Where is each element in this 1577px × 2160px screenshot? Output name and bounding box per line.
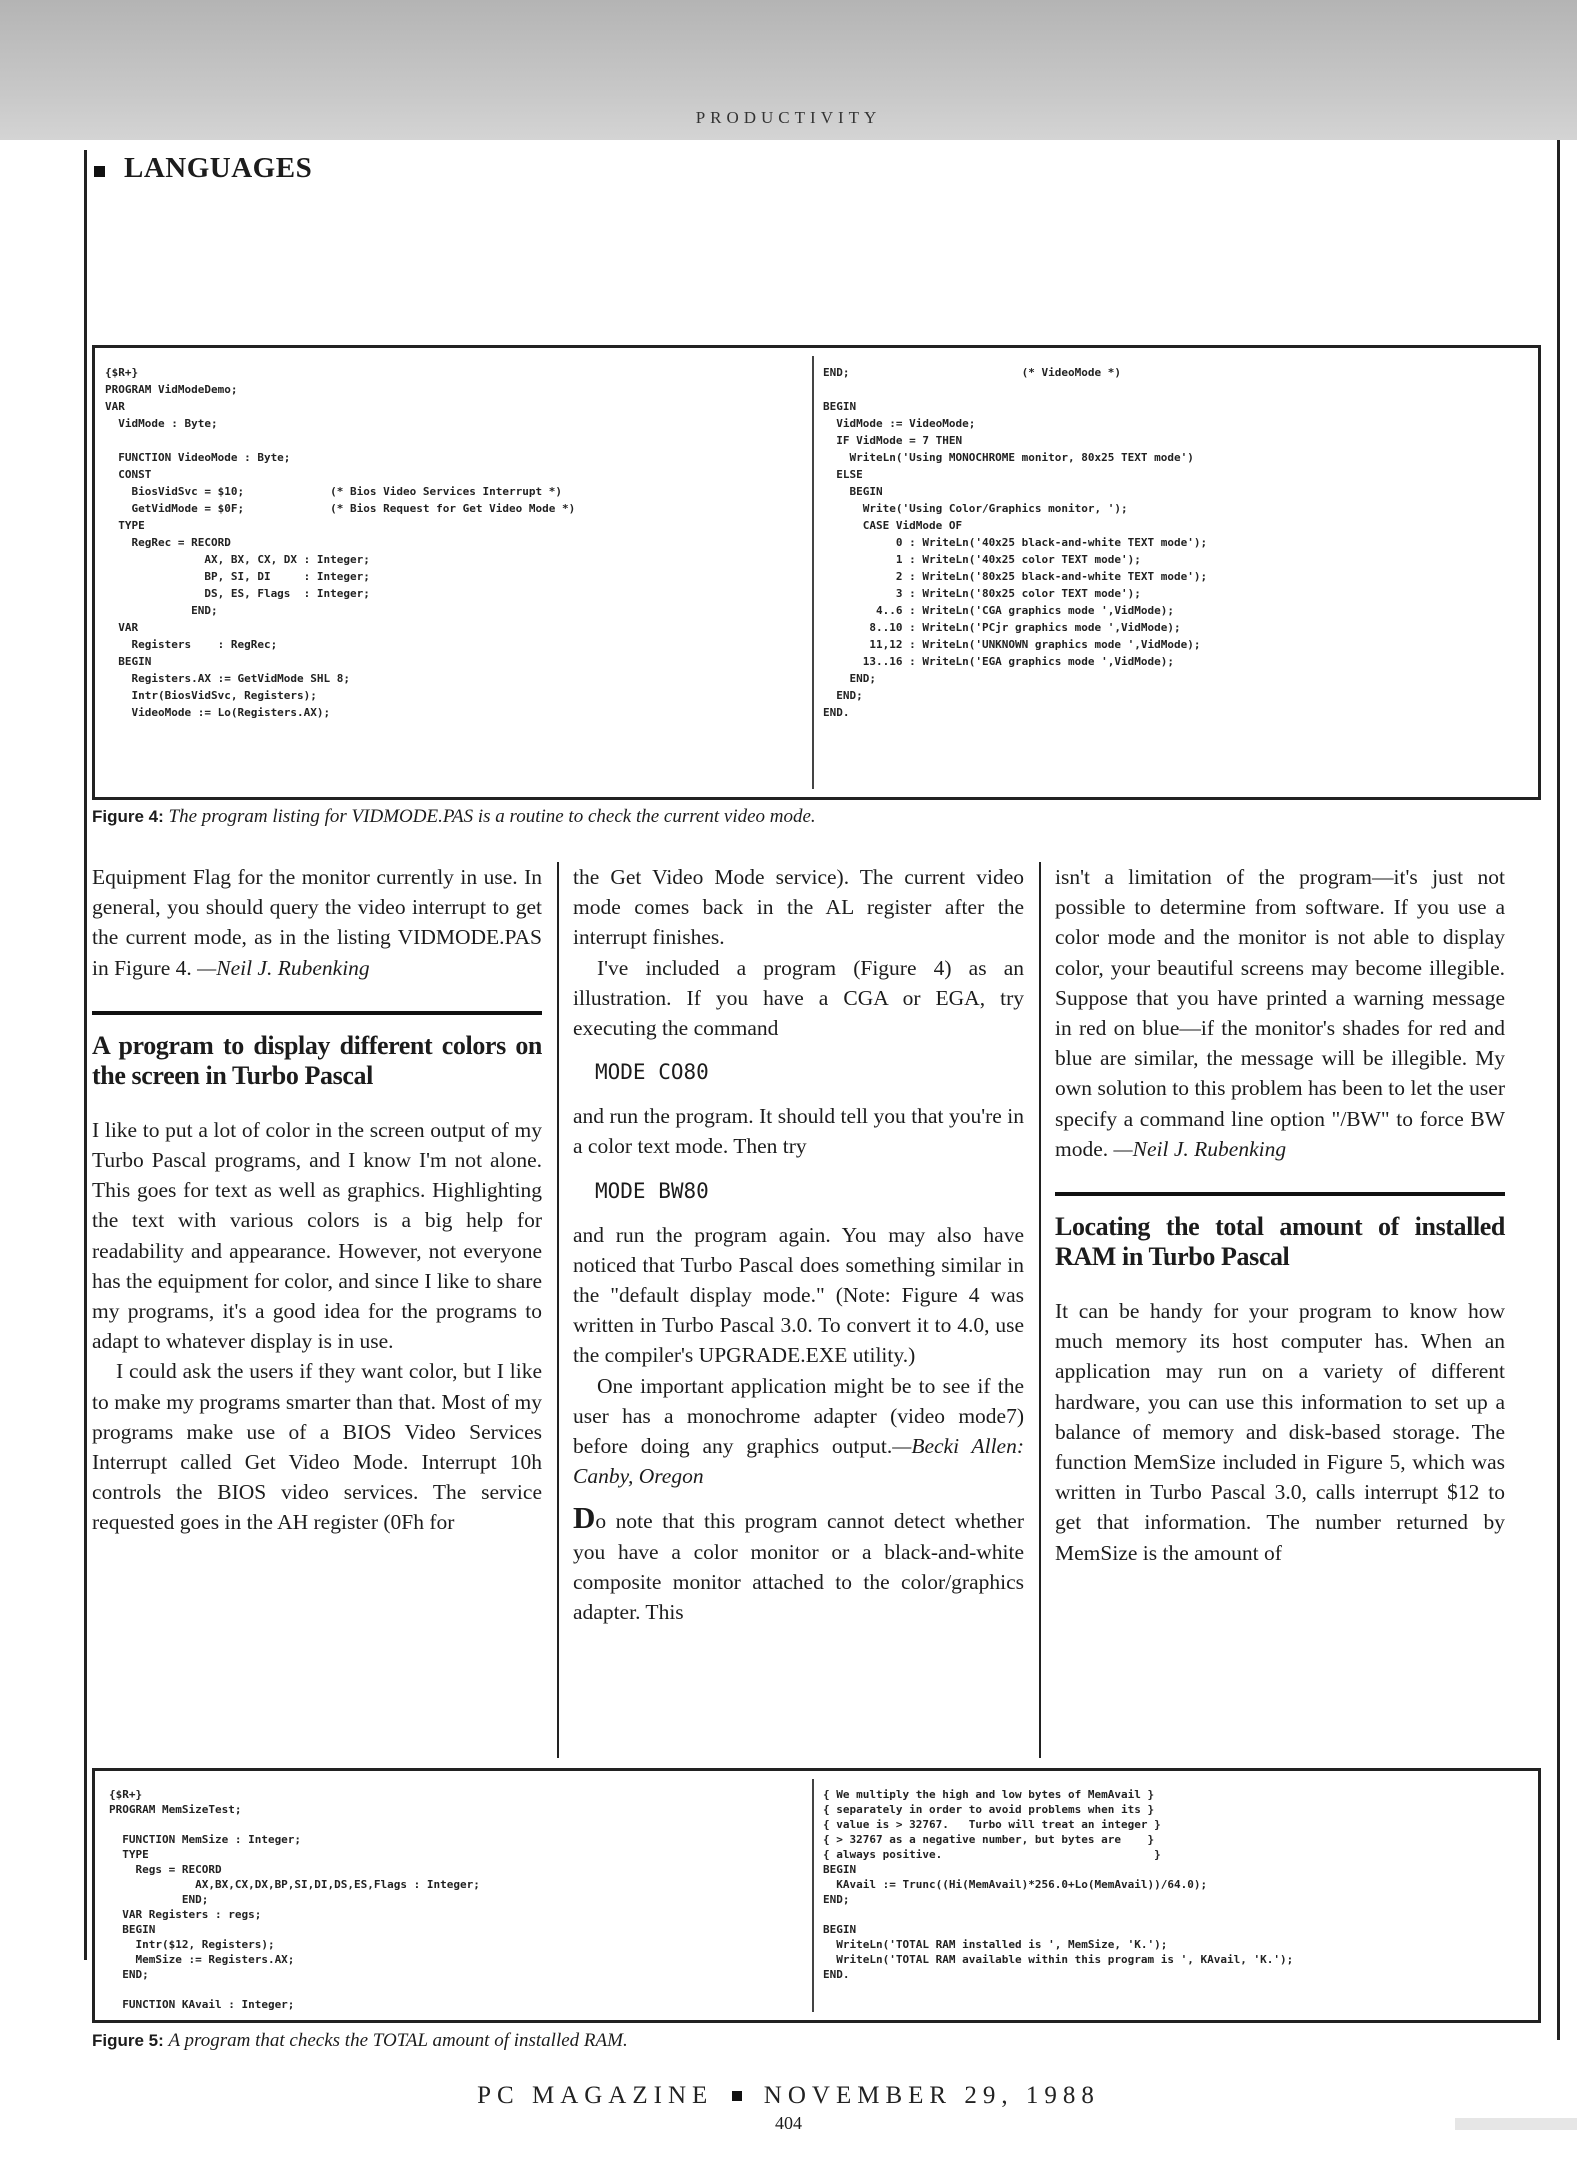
col1-intro-author: —Neil J. Rubenking xyxy=(197,955,370,980)
col2-paragraph-2: I've included a program (Figure 4) as an illustration. If you have a CGA or EGA, try executing the command xyxy=(573,955,1024,1041)
col2-paragraph-3: and run the program. It should tell you that you're in a color text mode. Then try xyxy=(573,1104,1024,1159)
figure-4-listing xyxy=(92,345,1541,800)
heading-1: A program to display different colors on the screen in Turbo Pascal xyxy=(92,1030,542,1090)
figure-5-caption xyxy=(92,2030,628,2052)
figure-5-code-left: {$R+} PROGRAM MemSizeTest; FUNCTION MemSize : Integer; TYPE Regs = RECORD AX,BX,CX,DX,BP,SI,DI,DS,ES,Flags : Integer; END; VAR Registers : regs; BEGIN Intr($12, Registers); MemSize := Registers.AX; END; FUNCTION KAvail : Integer; xyxy=(109,1788,480,2011)
col3-paragraph-2: It can be handy for your program to know how much memory its host computer has. When an application may run on a variety of different hardware, you can use this information to set up a balance of memory and disk-based storage. The function MemSize included in Figure 5, which was written in Turbo Pascal 3.0, calls interrupt $12 to get that information. The number returned by MemSize is the amount of xyxy=(1055,1299,1505,1565)
figure-5-divider xyxy=(812,1779,814,2012)
column-rule-2 xyxy=(1039,862,1041,1758)
col1-paragraph-2: I could ask the users if they want color, but I like to make my programs smarter than that. Most of my programs make use of a BIOS Video Services Interrupt called Get Video Mode. Interrupt 10h controls the BIOS video services. The service requested goes in the AH register (0Fh for xyxy=(92,1359,542,1535)
figure-5-caption-text: A program that checks the TOTAL amount of installed RAM. xyxy=(168,2030,628,2051)
heading-1-rule xyxy=(92,1011,542,1015)
col1-paragraph-1: I like to put a lot of color in the screen output of my Turbo Pascal programs, and I know I'm not alone. This goes for text as well as graphics. Highlighting the text with various colors is a big help for readability and appearance. However, not everyone has the equipment for color, and since I like to share my programs, it's a good idea for the programs to adapt to whatever display is in use. xyxy=(92,1117,542,1354)
section-label: PRODUCTIVITY xyxy=(695,108,882,127)
department-bullet xyxy=(94,166,105,177)
figure-5-listing xyxy=(92,1768,1541,2023)
col2-paragraph-4: and run the program again. You may also have noticed that Turbo Pascal does something similar in the "default display mode." (Note: Figure 4 was written in Turbo Pascal 3.0. To convert it to 4.0, use the compiler's UPGRADE.EXE utility.) xyxy=(573,1222,1024,1368)
column-rule-1 xyxy=(557,862,559,1758)
magazine-name: PC MAGAZINE xyxy=(477,2082,714,2109)
heading-2: Locating the total amount of installed RAM in Turbo Pascal xyxy=(1055,1212,1505,1272)
article-column-1 xyxy=(92,862,542,1762)
col1-intro: Equipment Flag for the monitor currently in use. In general, you should query the video interrupt to get the current mode, as in the listing VIDMODE.PAS in Figure 4. —Neil J. Rubenking xyxy=(92,865,542,980)
command-mode-bw80: MODE BW80 xyxy=(595,1178,709,1203)
page-footer xyxy=(0,2082,1577,2110)
page-number: 404 xyxy=(775,2113,802,2133)
col2-paragraph-5: One important application might be to see if the user has a monochrome adapter (video mode7) before doing any graphics output.—Becki Allen: Canby, Oregon xyxy=(573,1373,1024,1489)
figure-4-caption-text: The program listing for VIDMODE.PAS is a routine to check the current video mode. xyxy=(168,806,816,827)
drop-cap: D xyxy=(573,1500,596,1536)
figure-4-divider xyxy=(812,356,814,789)
col3-paragraph-1: isn't a limitation of the program—it's just not possible to determine from software. If you use a color mode and the monitor is not able to display color, your beautiful screens may become illegible. Suppose that you have printed a warning message in red on blue—if the monitor's shades for red and blue are similar, the message will be illegible. My own solution to this problem has been to let the user specify a command line option "/BW" to force BW mode. —Neil J. Rubenking xyxy=(1055,865,1505,1161)
figure-4-caption xyxy=(92,806,816,828)
col2-paragraph-6: Do note that this program cannot detect whether you have a color monitor or a black-and-white composite monitor attached to the color/graphics adapter. This xyxy=(573,1500,1024,1625)
issue-date: NOVEMBER 29, 1988 xyxy=(763,2082,1100,2109)
frame-left-rule xyxy=(84,150,87,1960)
footer-bullet xyxy=(732,2091,742,2101)
article-column-2 xyxy=(573,862,1024,1762)
department-heading: LANGUAGES xyxy=(124,152,313,184)
col3-paragraph-1-author: —Neil J. Rubenking xyxy=(1113,1136,1287,1161)
scan-artifact-bar xyxy=(1455,2118,1577,2130)
article-column-3 xyxy=(1055,862,1505,1762)
figure-4-caption-label: Figure 4: xyxy=(92,807,164,826)
command-mode-co80: MODE CO80 xyxy=(595,1060,709,1085)
figure-5-caption-label: Figure 5: xyxy=(92,2031,164,2050)
figure-4-code-right: END; (* VideoMode *) BEGIN VidMode := VideoMode; IF VidMode = 7 THEN WriteLn('Using MONOCHROME monitor, 80x25 TEXT mode') ELSE BEGIN Write('Using Color/Graphics monitor, '); CASE VidMode OF 0 : WriteLn('40x25 black-and-white TEXT mode'); 1 : WriteLn('40x25 color TEXT mode'); 2 : WriteLn('80x25 black-and-white TEXT mode'); 3 : WriteLn('80x25 color TEXT mode'); 4..6 : WriteLn('CGA graphics mode ',VidMode); 8..10 : WriteLn('PCjr graphics mode ',VidMode); 11,12 : WriteLn('UNKNOWN graphics mode ',VidMode); 13..16 : WriteLn('EGA graphics mode ',VidMode); END; END; END. xyxy=(823,366,1208,719)
col2-paragraph-1: the Get Video Mode service). The current video mode comes back in the AL register after the interrupt finishes. xyxy=(573,865,1024,950)
col2-paragraph-5-author: —Becki Allen: Canby, Oregon xyxy=(573,1434,1024,1489)
figure-4-code-left: {$R+} PROGRAM VidModeDemo; VAR VidMode : Byte; FUNCTION VideoMode : Byte; CONST BiosVidSvc = $10; (* Bios Video Services Interrupt *) GetVidMode = $0F; (* Bios Request for Get Video Mode *) TYPE RegRec = RECORD AX, BX, CX, DX : Integer; BP, SI, DI : Integer; DS, ES, Flags : Integer; END; VAR Registers : RegRec; BEGIN Registers.AX := GetVidMode SHL 8; Intr(BiosVidSvc, Registers); VideoMode := Lo(Registers.AX); xyxy=(105,366,576,719)
heading-2-rule xyxy=(1055,1192,1505,1196)
figure-5-code-right: { We multiply the high and low bytes of MemAvail } { separately in order to avoid problems when its } { value is > 32767. Turbo will treat an integer } { > 32767 as a negative number, but bytes are } { always positive. } BEGIN KAvail := Trunc((Hi(MemAvail)*256.0+Lo(MemAvail))/64.0); END; BEGIN WriteLn('TOTAL RAM installed is ', MemSize, 'K.'); WriteLn('TOTAL RAM available within this program is ', KAvail, 'K.'); END. xyxy=(823,1788,1294,1981)
frame-right-rule xyxy=(1557,140,1560,2040)
